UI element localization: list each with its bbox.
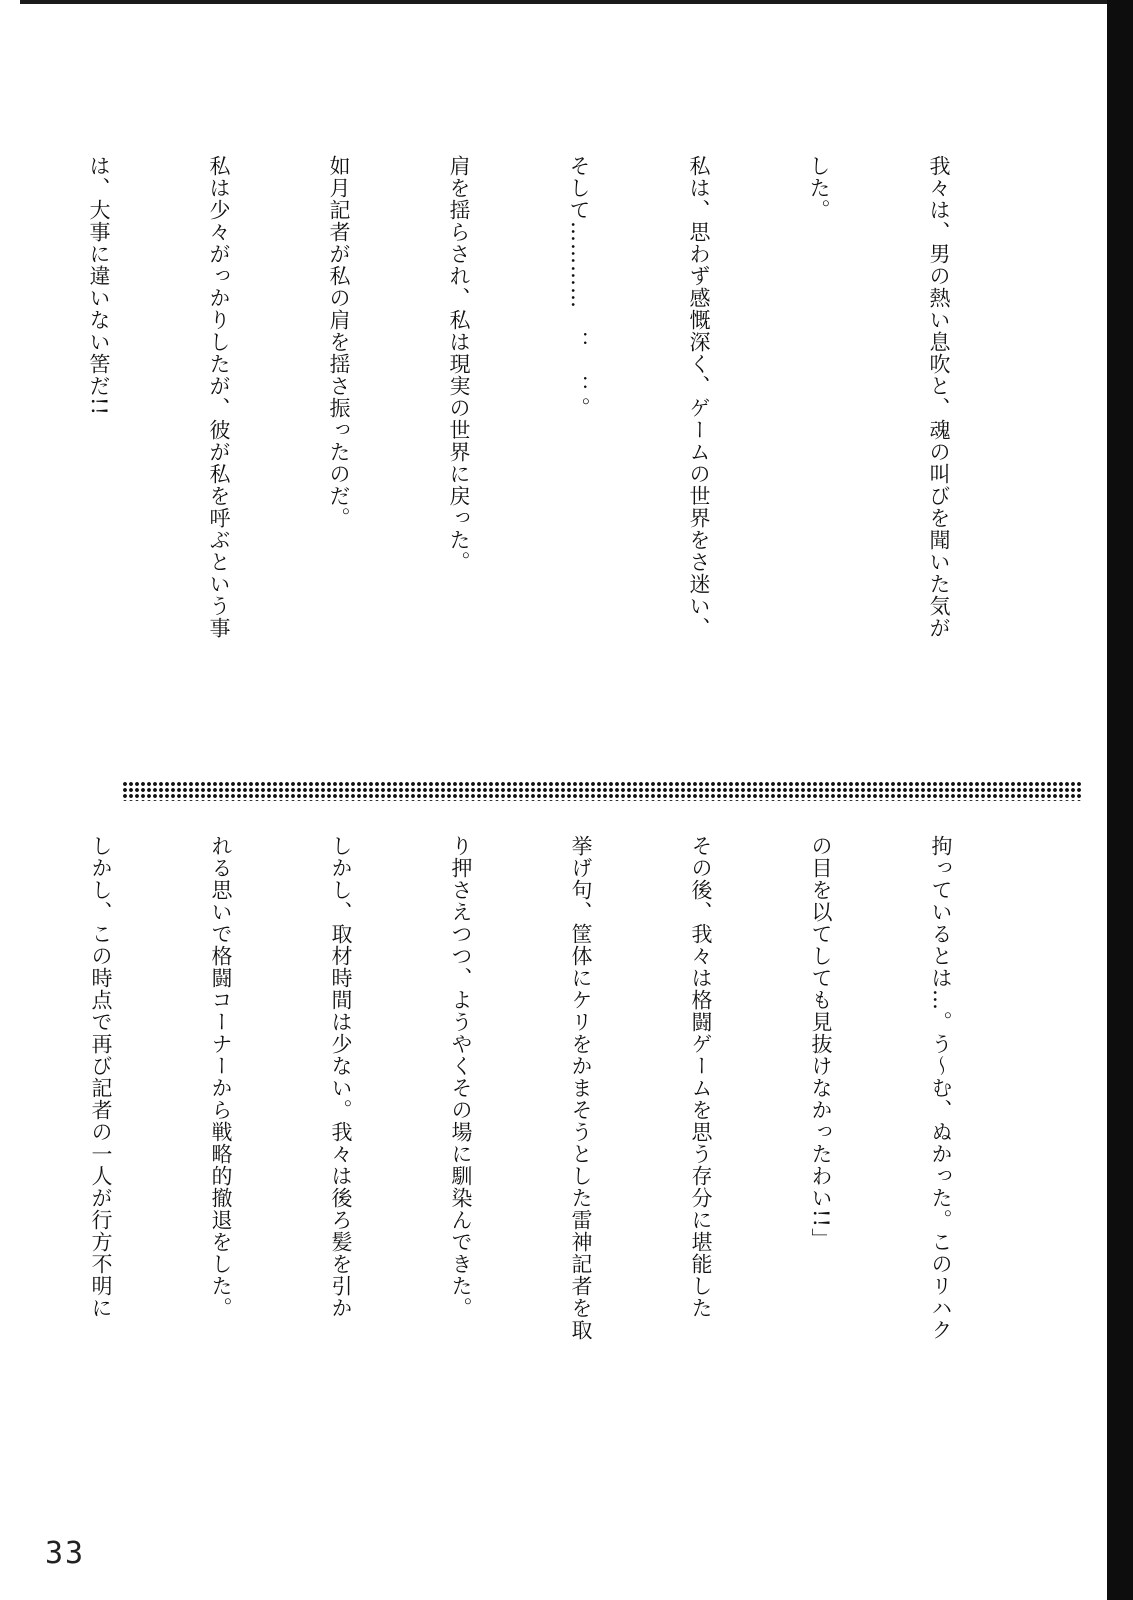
text-line: の目を以てしても見抜けなかったわい!!」	[809, 835, 833, 1250]
text-line: 我々は、男の熱い息吹と、魂の叫びを聞いた気が	[927, 155, 951, 639]
text-line: 肩を揺らされ、私は現実の世界に戻った。	[447, 155, 471, 573]
page-right-edge	[1107, 0, 1133, 1600]
text-line: しかし、この時点で再び記者の一人が行方不明に	[89, 835, 113, 1319]
bottom-text-block	[0, 835, 1041, 1425]
text-line: 如月記者が私の肩を揺さ振ったのだ。	[327, 155, 351, 529]
top-text-block	[0, 155, 1039, 755]
text-line: しかし、取材時間は少ない。我々は後ろ髪を引か	[329, 835, 353, 1319]
text-line: そして………… ： ：。	[567, 155, 591, 419]
text-line	[0, 835, 1, 1425]
page-number: 33	[45, 1536, 86, 1571]
text-line: れる思いで格闘コーナーから戦略的撤退をした。	[209, 835, 233, 1319]
page-top-edge	[20, 0, 1110, 4]
text-line: した。	[807, 155, 831, 221]
text-line: 挙げ句、筐体にケリをかまそうとした雷神記者を取	[569, 835, 593, 1341]
dotted-divider	[122, 781, 1082, 801]
text-line: は、大事に違いない筈だ!!	[87, 155, 111, 416]
text-line: 私は少々がっかりしたが、彼が私を呼ぶという事	[207, 155, 231, 639]
text-line: 拘っているとは…。う〜む、ぬかった。このリハク	[929, 835, 953, 1341]
text-line: 私は、思わず感慨深く、ゲームの世界をさ迷い、	[687, 155, 711, 639]
text-line: その後、我々は格闘ゲームを思う存分に堪能した	[689, 835, 713, 1319]
text-line: り押さえつつ、ようやくその場に馴染んできた。	[449, 835, 473, 1319]
